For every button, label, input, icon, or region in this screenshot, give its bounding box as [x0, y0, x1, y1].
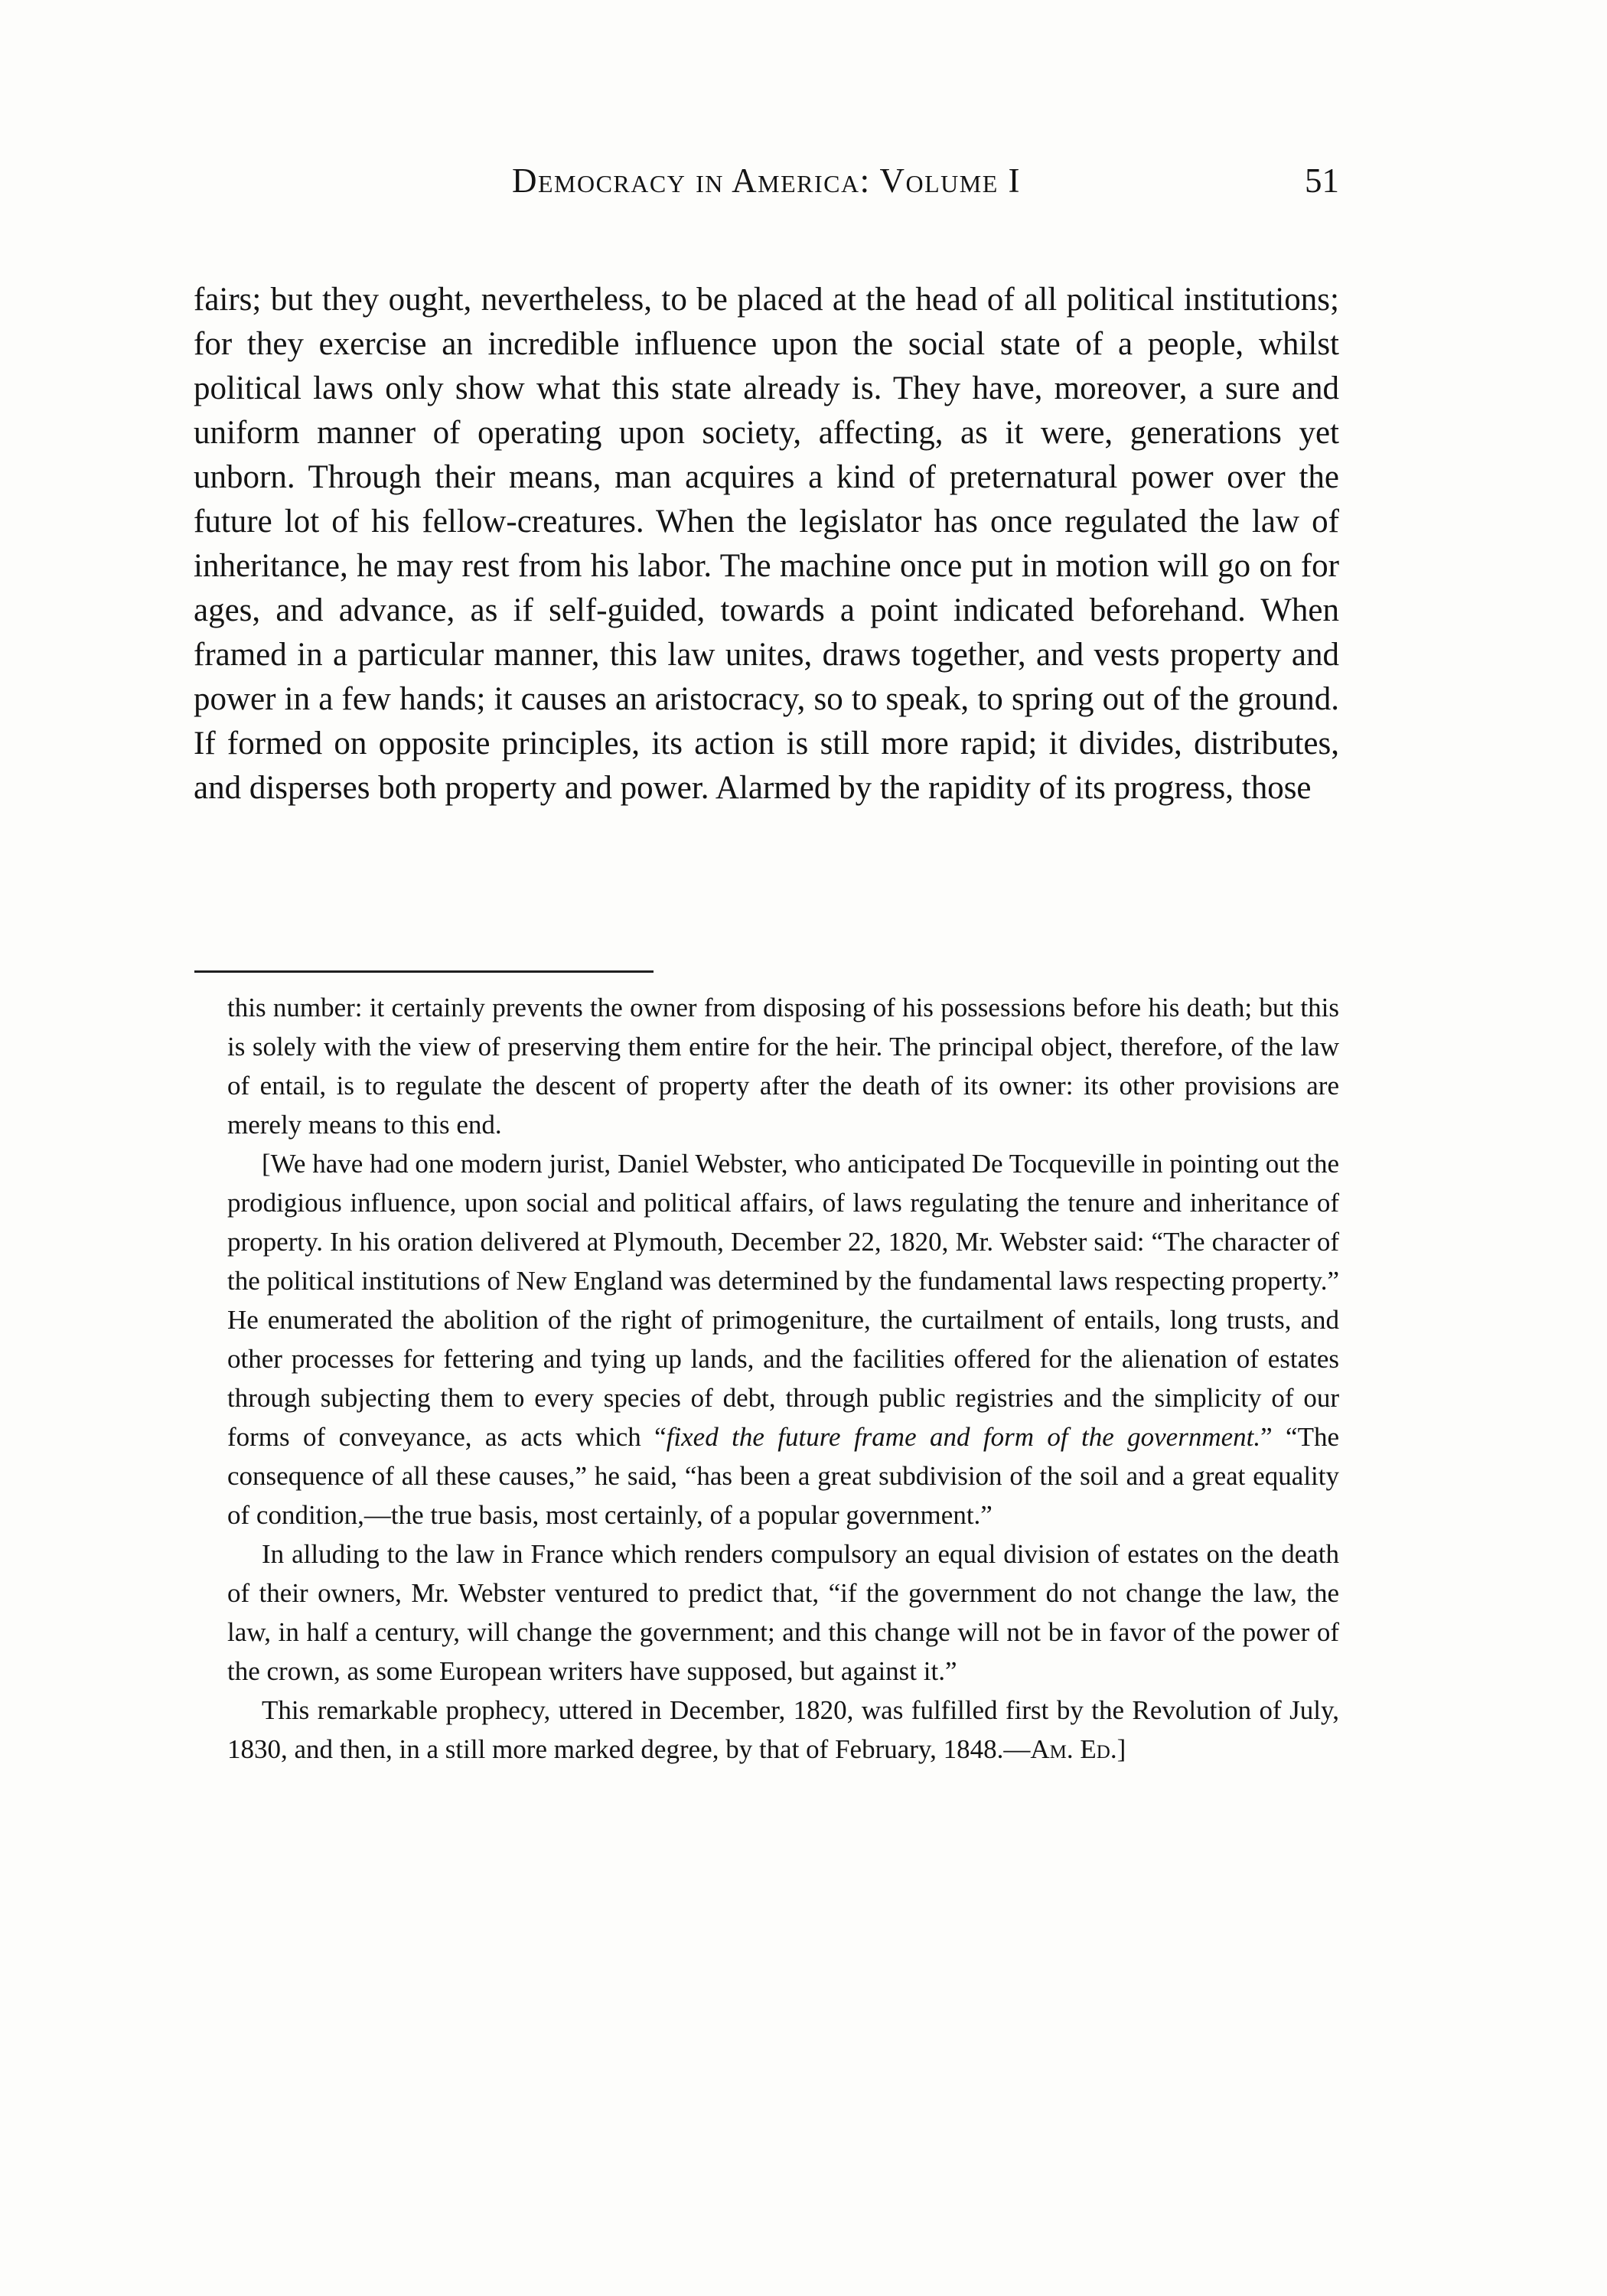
running-head — [194, 158, 1339, 204]
footnote-paragraph-4: This remarkable prophecy, uttered in December, 1820, was fulfilled first by the Revolution of July, 1830, and then, in a still more marked degree, by that of February, 1848.—Am. Ed.] — [227, 1695, 1339, 1764]
footnote-paragraph-1: this number: it certainly prevents the owner from disposing of his possessions before his death; but this is solely with the view of preserving them entire for the heir. The principal object, therefore, of the law of entail, is to regulate the descent of property after the death of its owner: its other provisions are merely means to this end. — [227, 993, 1339, 1140]
main-text-block — [194, 278, 1339, 810]
page-number: 51 — [1305, 161, 1339, 200]
footnote-paragraph-3: In alluding to the law in France which renders compulsory an equal division of estates on the death of their owners, Mr. Webster ventured to predict that, “if the government do not change the law, the law, in half a century, will change the government; and this change will not be in favor of the power of the crown, as some European writers have supposed, but against it.” — [227, 1539, 1339, 1686]
footnote-paragraph-2: [We have had one modern jurist, Daniel Webster, who anticipated De Tocqueville in pointing out the prodigious influence, upon social and political affairs, of laws regulating the tenure and inheritance of property. In his oration delivered at Plymouth, December 22, 1820, Mr. Webster said: “The character of the political institutions of New England was determined by the fundamental laws respecting property.” He enumerated the abolition of the right of primogeniture, the curtailment of entails, long trusts, and other processes for fettering and tying up lands, and the facilities offered for the alienation of estates through subjecting them to every species of debt, through public registries and the simplicity of our forms of conveyance, as acts which “fixed the future frame and form of the government.” “The consequence of all these causes,” he said, “has been a great subdivision of the soil and a great equality of condition,—the true basis, most certainly, of a popular government.” — [227, 1149, 1339, 1530]
footnote-block — [227, 988, 1339, 1769]
body-paragraph: fairs; but they ought, nevertheless, to be placed at the head of all political institutions; for they exercise an incredible influence upon the social state of a people, whilst political laws only show what this state already is. They have, moreover, a sure and uniform manner of operating upon society, affecting, as it were, generations yet unborn. Through their means, man acquires a kind of preternatural power over the future lot of his fellow-creatures. When the legislator has once regulated the law of inheritance, he may rest from his labor. The machine once put in motion will go on for ages, and advance, as if self-guided, towards a point indicated beforehand. When framed in a particular manner, this law unites, draws together, and vests property and power in a few hands; it causes an aristocracy, so to speak, to spring out of the ground. If formed on opposite principles, its action is still more rapid; it divides, distributes, and disperses both property and power. Alarmed by the rapidity of its progress, those — [194, 282, 1339, 806]
page-header-title: Democracy in America: Volume I — [511, 161, 1022, 200]
footnote-separator-rule — [194, 970, 654, 973]
